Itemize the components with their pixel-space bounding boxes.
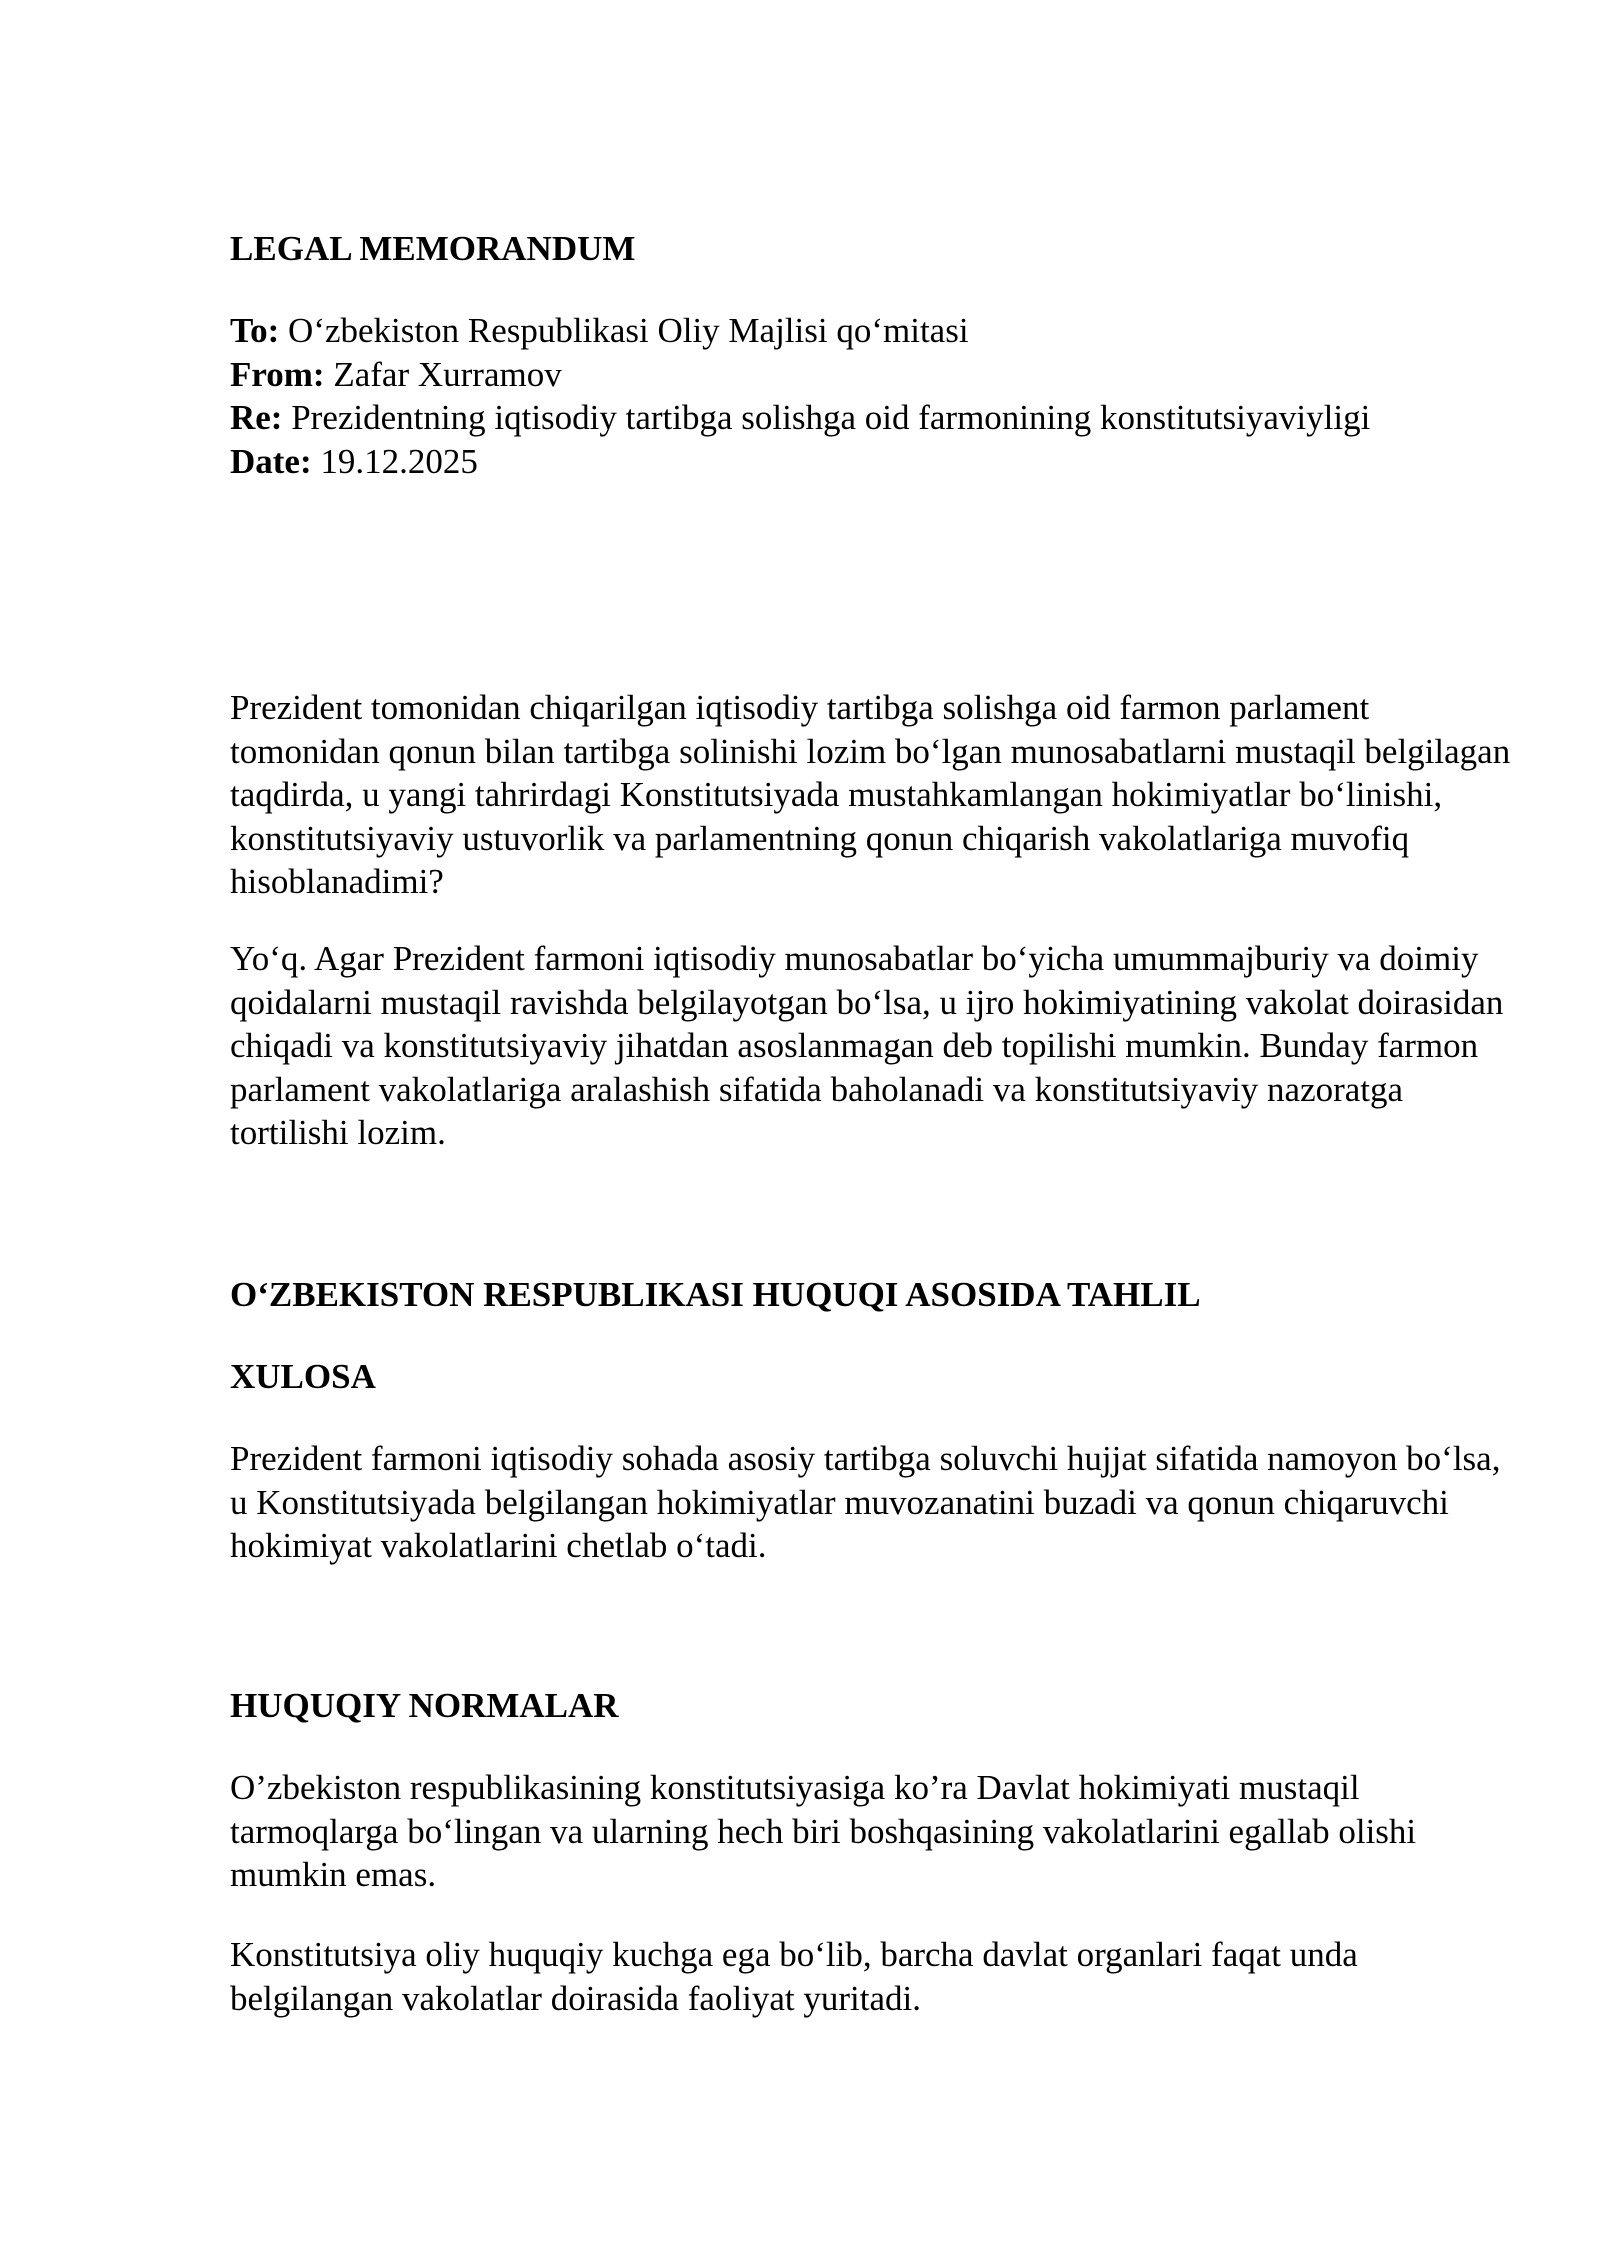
conclusion-paragraph: Prezident farmoni iqtisodiy sohada asosiy tartibga soluvchi hujjat sifatida namoyon bo‘lsa, u Konstitutsiyada belgilangan hokimiyatlar muvozanatini buzadi va qonun chiqaruvchi hokimiyat vakolatlarini chetlab o‘tadi. — [230, 1439, 1501, 1565]
from-value: Zafar Xurramov — [333, 354, 562, 394]
to-value: O‘zbekiston Respublikasi Oliy Majlisi qo‘mitasi — [288, 311, 969, 350]
to-line — [230, 309, 1370, 353]
date-value: 19.12.2025 — [320, 441, 478, 481]
re-line — [230, 396, 1370, 440]
question-paragraph: Prezident tomonidan chiqarilgan iqtisodiy tartibga solishga oid farmon parlament tomonidan qonun bilan tartibga solinishi lozim bo‘lgan munosabatlarni mustaqil belgilagan taqdirda, u yangi tahrirdagi Konstitutsiyada mustahkamlangan hokimiyatlar bo‘linishi, konstitutsiyaviy ustuvorlik va parlamentning qonun chiqarish vakolatlariga muvofiq hisoblanadimi? — [230, 688, 1511, 901]
legal-norm-paragraph: O’zbekiston respublikasining konstitutsiyasiga ko’ra Davlat hokimiyati mustaqil tarmoqlarga bo‘lingan va ularning hech biri boshqasining vakolatlarini egallab olishi mumkin emas. — [230, 1768, 1417, 1894]
analysis-heading: O‘ZBEKISTON RESPUBLIKASI HUQUQI ASOSIDA TAHLIL — [230, 1275, 1201, 1314]
date-line — [230, 440, 1370, 484]
re-value: Prezidentning iqtisodiy tartibga solishga oid farmonining konstitutsiyaviyligi — [291, 398, 1371, 437]
from-line — [230, 353, 1370, 397]
to-label: To: — [230, 311, 280, 350]
document-title: LEGAL MEMORANDUM — [230, 229, 636, 268]
from-label: From: — [230, 354, 325, 394]
legal-norms-heading: HUQUQIY NORMALAR — [230, 1686, 619, 1725]
date-label: Date: — [230, 441, 312, 481]
memo-header — [230, 309, 1370, 483]
memo-page — [230, 0, 1520, 2262]
re-label: Re: — [230, 398, 283, 437]
legal-norm-paragraph: Konstitutsiya oliy huquqiy kuchga ega bo‘lib, barcha davlat organlari faqat unda belgilangan vakolatlar doirasida faoliyat yuritadi. — [230, 1935, 1358, 2018]
conclusion-heading: XULOSA — [230, 1357, 376, 1396]
short-answer-paragraph: Yo‘q. Agar Prezident farmoni iqtisodiy munosabatlar bo‘yicha umummajburiy va doimiy qoidalarni mustaqil ravishda belgilayotgan bo‘lsa, u ijro hokimiyatining vakolat doirasidan chiqadi va konstitutsiyaviy jihatdan asoslanmagan deb topilishi mumkin. Bunday farmon parlament vakolatlariga aralashish sifatida baholanadi va konstitutsiyaviy nazoratga tortilishi lozim. — [230, 939, 1504, 1152]
